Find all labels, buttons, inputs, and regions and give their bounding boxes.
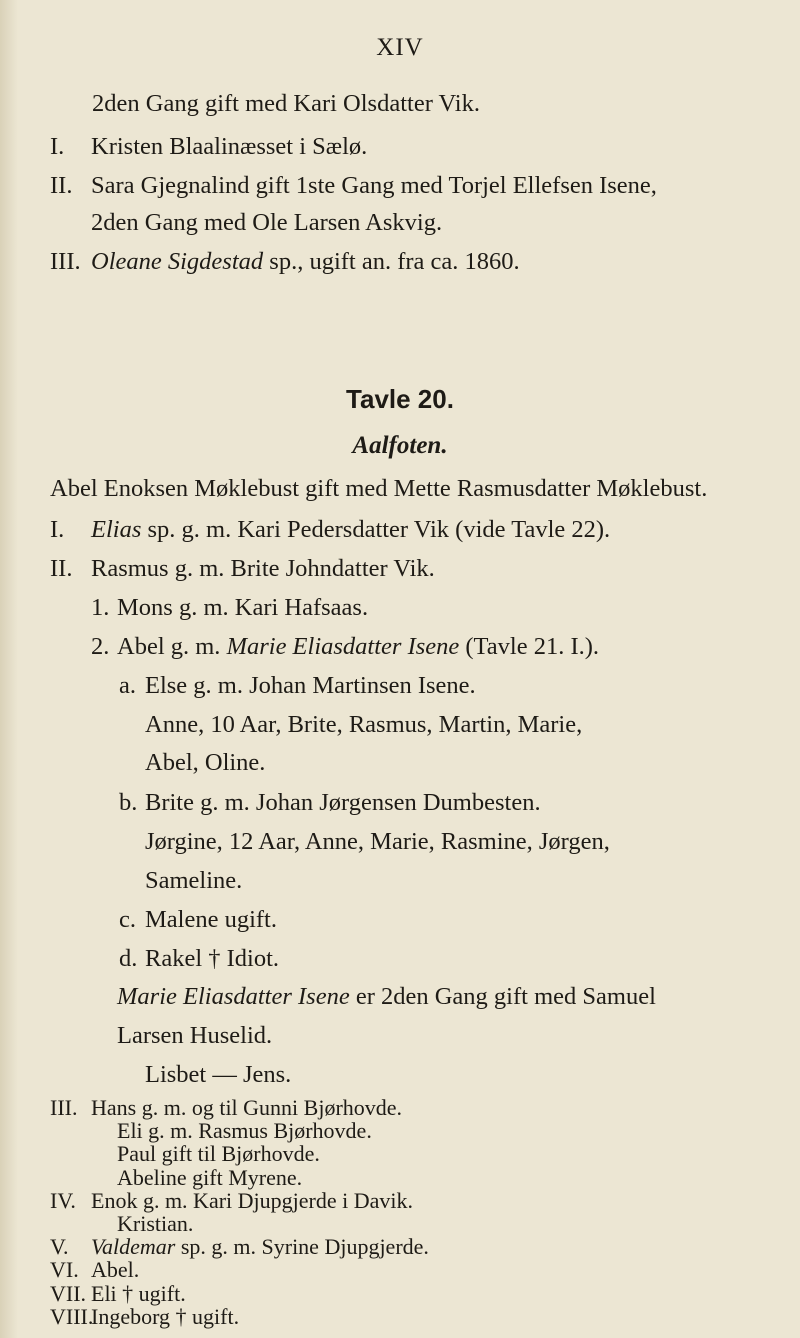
children-line: Sameline. — [145, 867, 243, 894]
entry-rest: er 2den Gang gift med Samuel — [349, 983, 656, 1010]
numeral-VIII: VIII. — [50, 1303, 94, 1329]
person-name: Valdemar — [91, 1234, 176, 1260]
numeral-II: II. — [50, 555, 73, 582]
entry-text: Larsen Huselid. — [117, 1022, 273, 1049]
numeral-IV: IV. — [50, 1187, 76, 1213]
children-line: Jørgine, 12 Aar, Anne, Marie, Rasmine, Jørgen, — [145, 828, 610, 855]
numeral-VII: VII. — [50, 1280, 87, 1306]
person-name: Marie Eliasdatter Isene — [117, 983, 350, 1010]
intro-line: 2den Gang gift med Kari Olsdatter Vik. — [92, 90, 480, 117]
entry-text: Brite g. m. Johan Jørgensen Dumbesten. — [145, 789, 541, 816]
entry-rest: (Tavle 21. I.). — [459, 633, 600, 660]
person-name: Marie Eliasdatter Isene — [226, 633, 460, 660]
entry-text: 2den Gang med Ole Larsen Askvig. — [91, 209, 443, 236]
entry-text — [117, 632, 599, 662]
entry-text — [91, 515, 610, 545]
numeral-I: I. — [50, 516, 65, 543]
numeral-III: III. — [50, 1095, 78, 1120]
entry-text: Paul gift til Bjørhovde. — [117, 1141, 320, 1167]
entry-text — [91, 247, 520, 277]
page-number: XIV — [376, 34, 424, 61]
letter-marker: d. — [119, 945, 138, 972]
children-line: Lisbet — Jens. — [145, 1061, 292, 1088]
entry-rest: sp. g. m. Syrine Djupgjerde. — [175, 1234, 429, 1260]
person-name: Oleane Sigdestad — [91, 248, 264, 275]
numeral-II: II. — [50, 172, 73, 199]
entry-text: Kristen Blaalinæsset i Sælø. — [91, 133, 368, 160]
progenitor-line: Abel Enoksen Møklebust gift med Mette Rasmusdatter Møklebust. — [50, 475, 708, 502]
letter-marker: c. — [119, 906, 136, 933]
entry-text: Ingeborg † ugift. — [91, 1303, 240, 1329]
page-edge-shadow — [0, 0, 18, 1338]
entry-text: Hans g. m. og til Gunni Bjørhovde. — [91, 1095, 403, 1120]
children-line: Abel, Oline. — [145, 749, 266, 776]
entry-text: Kristian. — [117, 1211, 194, 1236]
entry-text: Rasmus g. m. Brite Johndatter Vik. — [91, 555, 435, 582]
entry-text: Abel. — [91, 1257, 140, 1283]
entry-text — [91, 1235, 429, 1259]
entry-text: Mons g. m. Kari Hafsaas. — [117, 594, 369, 621]
entry-text: Abeline gift Myrene. — [117, 1164, 303, 1190]
numeral-VI: VI. — [50, 1257, 79, 1283]
entry-text: Rakel † Idiot. — [145, 945, 280, 972]
entry-rest: sp., ugift an. fra ca. 1860. — [263, 248, 520, 275]
entry-text: Sara Gjegnalind gift 1ste Gang med Torjel Ellefsen Isene, — [91, 172, 657, 199]
place-name: Aalfoten. — [352, 432, 448, 459]
entry-rest: sp. g. m. Kari Pedersdatter Vik (vide Tavle 22). — [141, 516, 611, 543]
children-line: Anne, 10 Aar, Brite, Rasmus, Martin, Marie, — [145, 711, 583, 738]
entry-text — [117, 982, 656, 1012]
person-name: Elias — [91, 516, 142, 543]
entry-text: Else g. m. Johan Martinsen Isene. — [145, 672, 476, 699]
table-title: Tavle 20. — [346, 384, 454, 414]
entry-text: Eli g. m. Rasmus Bjørhovde. — [117, 1118, 372, 1144]
entry-pre: Abel g. m. — [117, 633, 227, 660]
sub-number: 1. — [91, 594, 110, 621]
entry-text: Malene ugift. — [145, 906, 277, 933]
entry-text: Enok g. m. Kari Djupgjerde i Davik. — [91, 1187, 413, 1213]
entry-text: Eli † ugift. — [91, 1280, 186, 1306]
sub-number: 2. — [91, 633, 110, 660]
numeral-I: I. — [50, 133, 65, 160]
letter-marker: b. — [119, 789, 138, 816]
letter-marker: a. — [119, 672, 136, 699]
numeral-III: III. — [50, 248, 81, 275]
numeral-V: V. — [50, 1234, 69, 1260]
